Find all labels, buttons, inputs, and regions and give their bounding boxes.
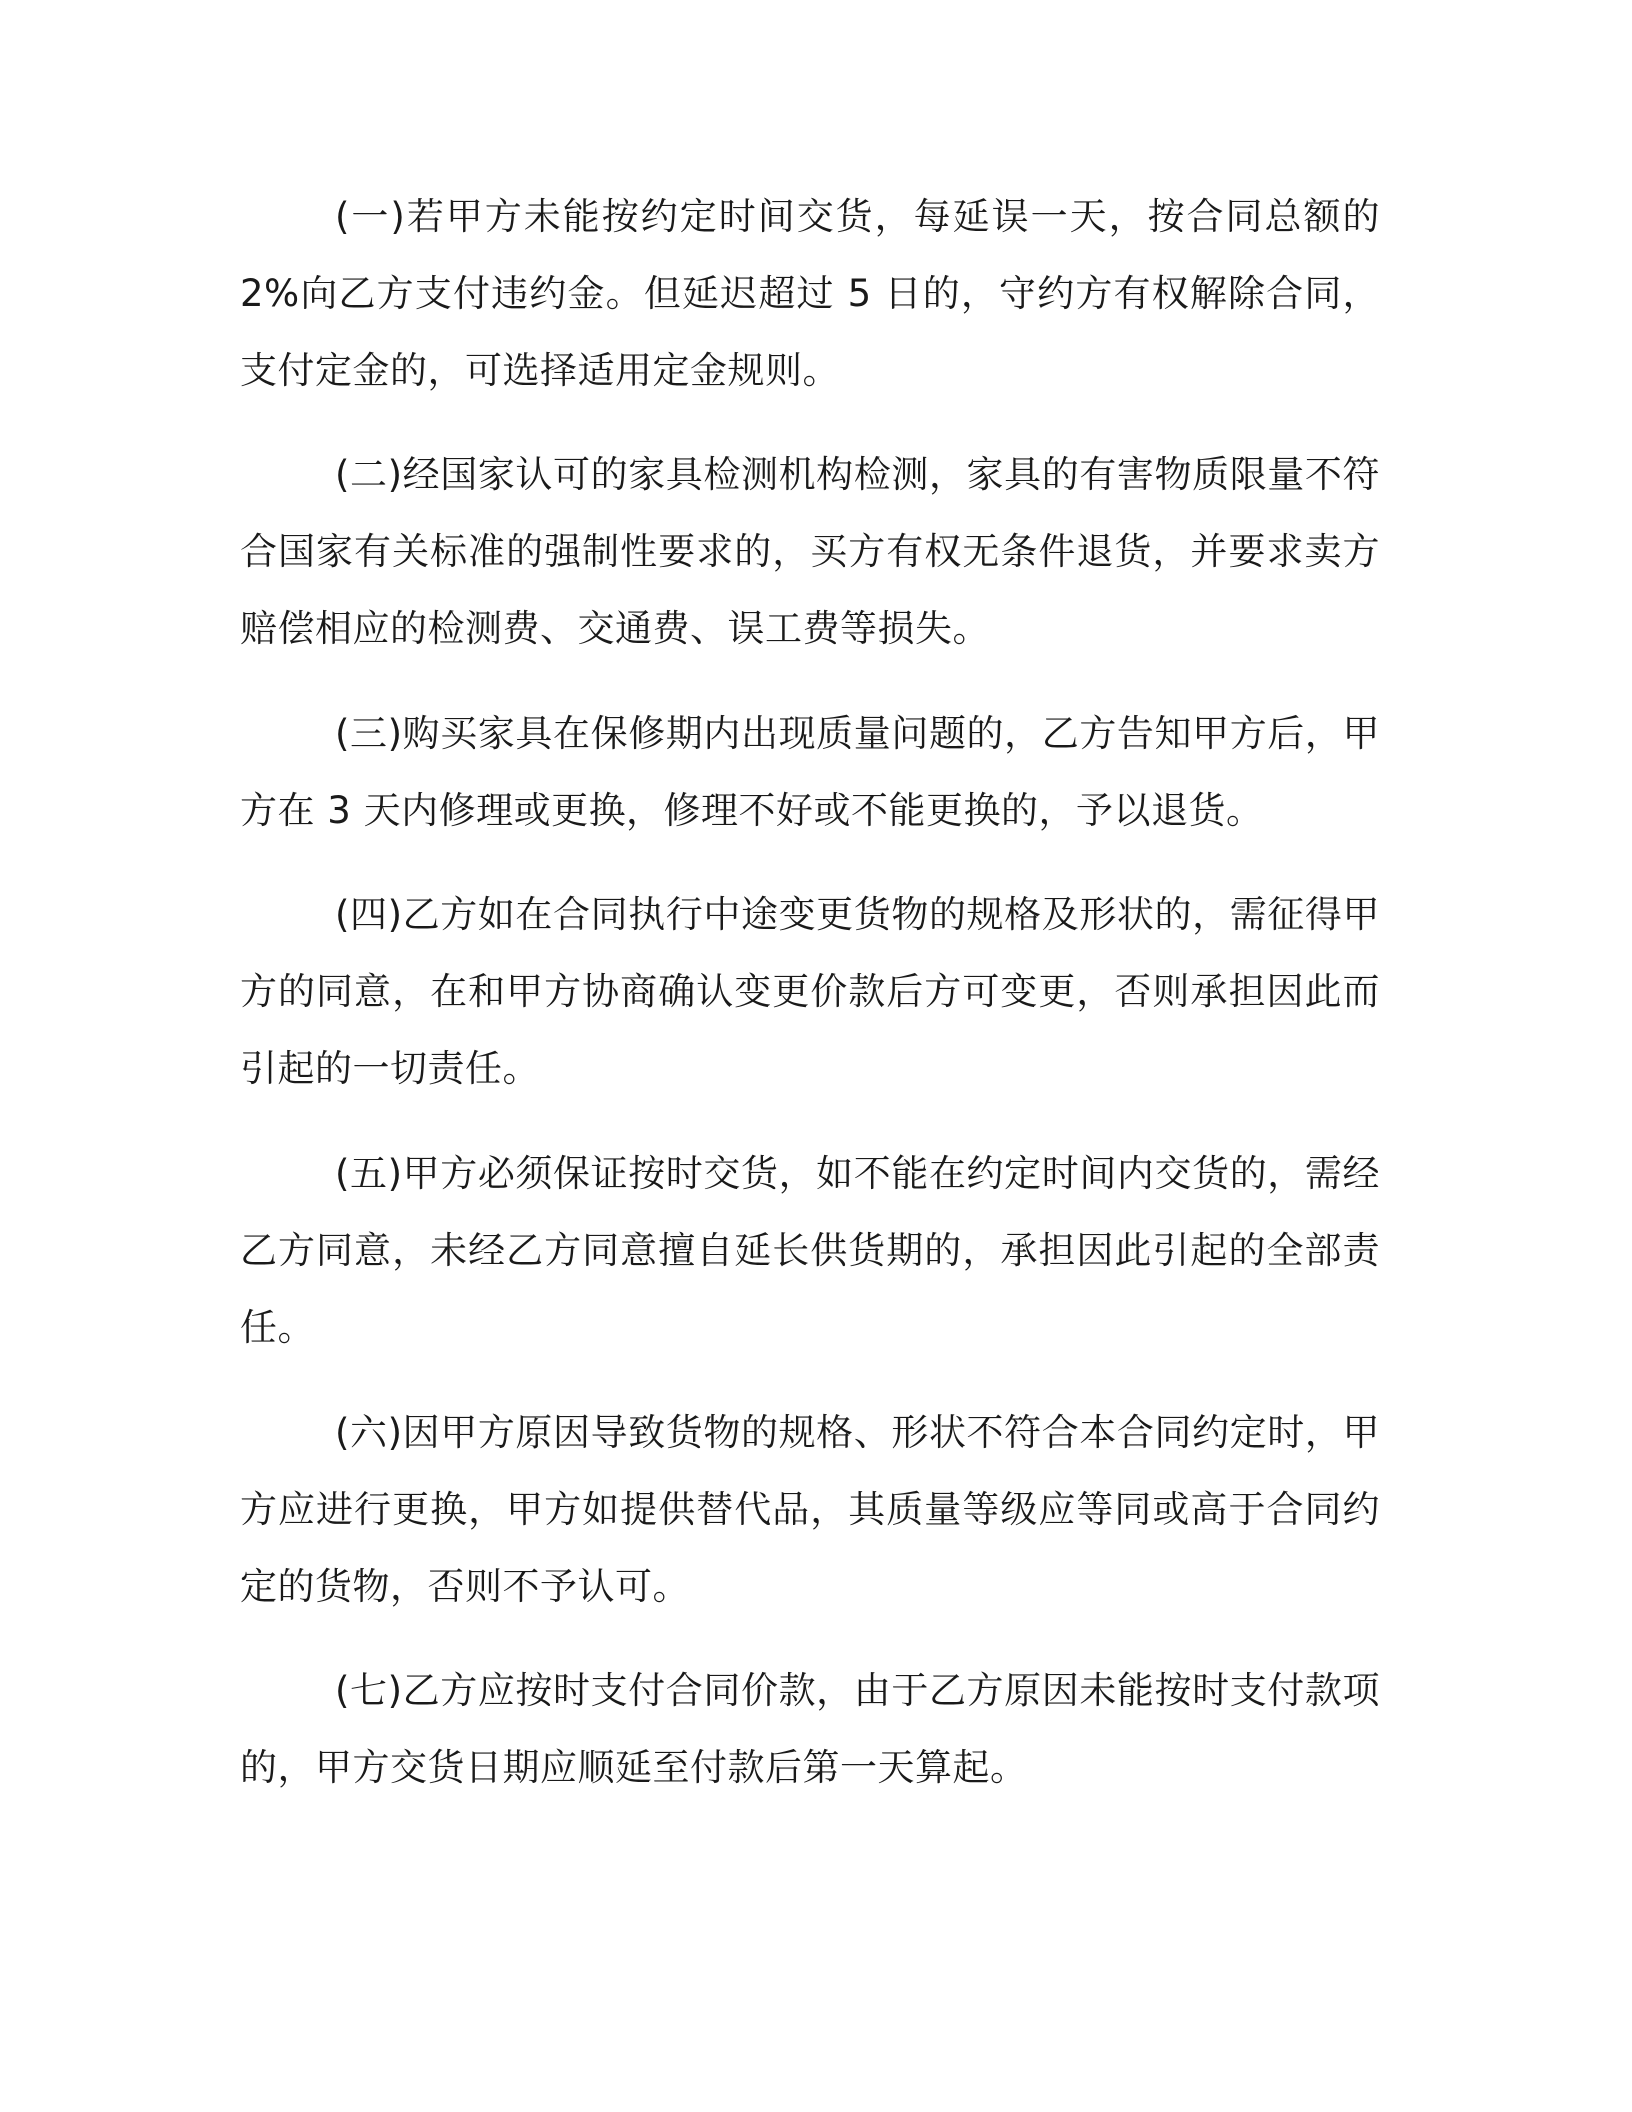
clause-7: (七)乙方应按时支付合同价款，由于乙方原因未能按时支付款项的，甲方交货日期应顺延至付款后第一天算起。 [240, 1669, 1380, 1789]
clause-1: (一)若甲方未能按约定时间交货，每延误一天，按合同总额的2%向乙方支付违约金。但延迟超过 5 日的，守约方有权解除合同，支付定金的，可选择适用定金规则。 [240, 195, 1380, 392]
clause-6: (六)因甲方原因导致货物的规格、形状不符合本合同约定时，甲方应进行更换，甲方如提供替代品，其质量等级应等同或高于合同约定的货物，否则不予认可。 [240, 1411, 1380, 1608]
clause-4: (四)乙方如在合同执行中途变更货物的规格及形状的，需征得甲方的同意，在和甲方协商确认变更价款后方可变更，否则承担因此而引起的一切责任。 [240, 893, 1380, 1090]
clause-3: (三)购买家具在保修期内出现质量问题的，乙方告知甲方后，甲方在 3 天内修理或更换，修理不好或不能更换的，予以退货。 [240, 712, 1380, 832]
clause-2: (二)经国家认可的家具检测机构检测，家具的有害物质限量不符合国家有关标准的强制性要求的，买方有权无条件退货，并要求卖方赔偿相应的检测费、交通费、误工费等损失。 [240, 453, 1380, 650]
clause-5: (五)甲方必须保证按时交货，如不能在约定时间内交货的，需经乙方同意，未经乙方同意擅自延长供货期的，承担因此引起的全部责任。 [240, 1152, 1380, 1349]
